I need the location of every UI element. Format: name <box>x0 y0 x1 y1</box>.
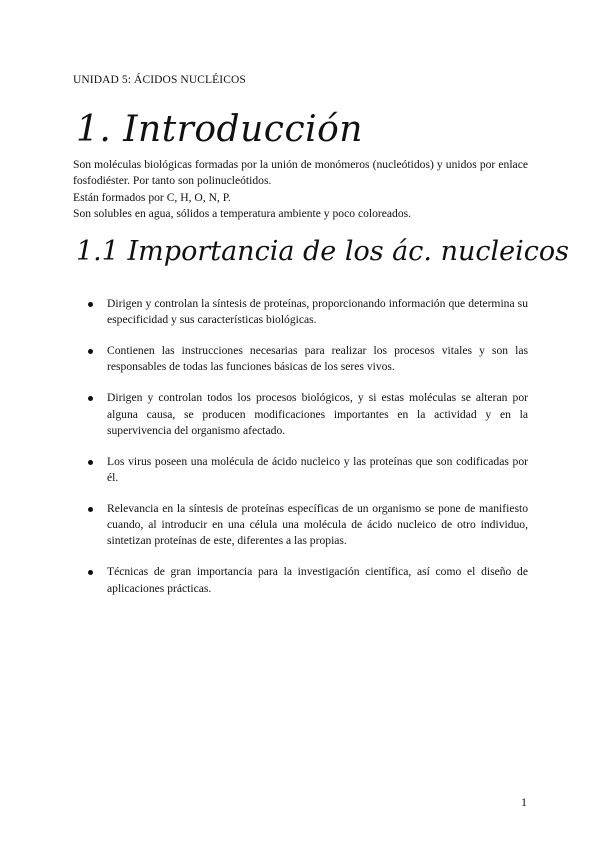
intro-text <box>73 157 528 223</box>
list-item <box>88 390 528 439</box>
section-title: 1. Introducción <box>76 109 363 150</box>
page-number: 1 <box>521 795 527 809</box>
intro-line-properties: Son solubles en agua, sólidos a temperatura ambiente y poco coloreados. <box>73 207 412 221</box>
bullet-icon <box>88 570 93 575</box>
list-item-text: Dirigen y controlan todos los procesos biológicos, y si estas moléculas se alteran por alguna causa, se producen modificaciones importantes en la actividad y en la supervivencia del organismo afectado. <box>107 391 528 437</box>
list-item-text: Los virus poseen una molécula de ácido nucleico y las proteínas que son codificadas por él. <box>107 454 528 485</box>
intro-line-elements: Están formados por C, H, O, N, P. <box>73 190 231 204</box>
unit-header: UNIDAD 5: ÁCIDOS NUCLÉICOS <box>73 74 246 86</box>
list-item-text: Contienen las instrucciones necesarias para realizar los procesos vitales y son las responsables de todas las funciones básicas de los seres vivos. <box>107 344 528 374</box>
bullet-list <box>88 296 528 612</box>
list-item <box>88 454 528 486</box>
intro-paragraph: Son moléculas biológicas formadas por la unión de monómeros (nucleótidos) y unidos por enlace fosfodiéster. Por tanto son polinucleótidos. <box>73 158 528 188</box>
list-item <box>88 296 528 328</box>
list-item <box>88 343 528 375</box>
bullet-icon <box>88 460 93 465</box>
list-item-text: Técnicas de gran importancia para la investigación científica, así como el diseño de aplicaciones prácticas. <box>107 565 528 595</box>
bullet-icon <box>88 396 93 401</box>
bullet-icon <box>88 302 93 307</box>
list-item <box>88 501 528 550</box>
bullet-icon <box>88 349 93 354</box>
list-item <box>88 564 528 596</box>
bullet-icon <box>88 507 93 512</box>
list-item-text: Relevancia en la síntesis de proteínas específicas de un organismo se pone de manifiesto cuando, al introducir en una célula una molécula de ácido nucleico de otro individuo, sintetizan proteínas de este, diferentes a las propias. <box>107 502 528 548</box>
subsection-title: 1.1 Importancia de los ác. nucleicos <box>76 236 569 267</box>
list-item-text: Dirigen y controlan la síntesis de proteínas, proporcionando información que determina su especificidad y sus características biológicas. <box>107 297 528 327</box>
